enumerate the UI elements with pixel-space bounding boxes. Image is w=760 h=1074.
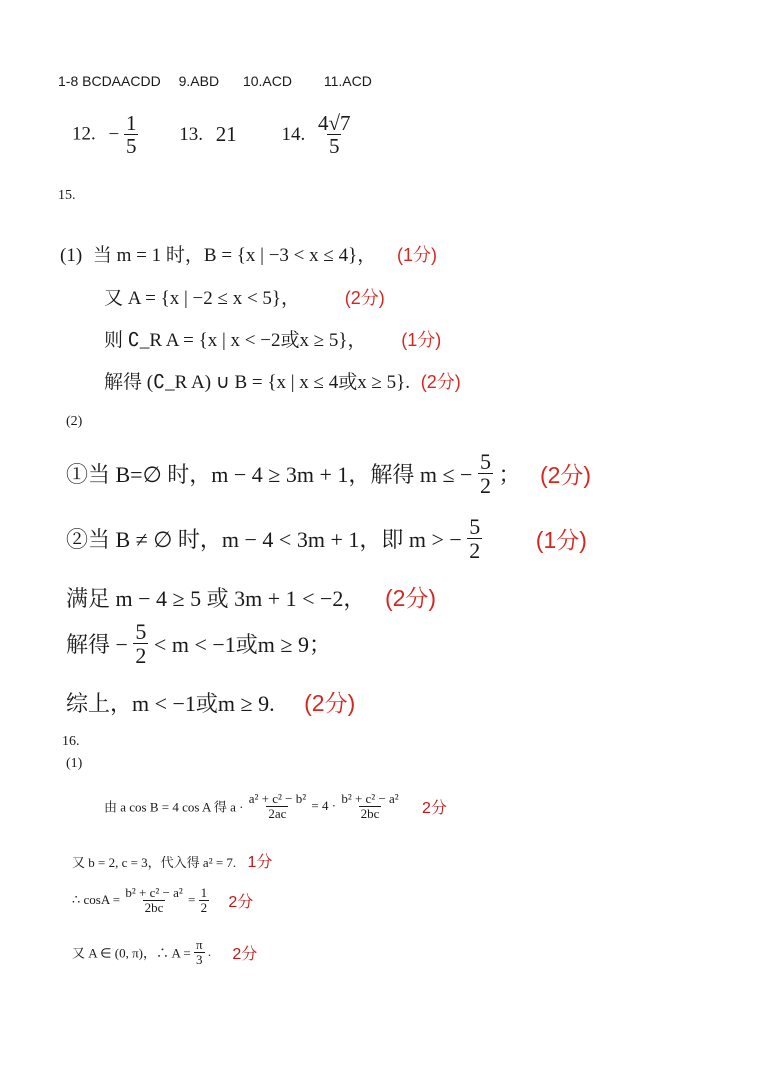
q15-part2-case2 bbox=[66, 515, 587, 562]
score-badge: (2分) bbox=[384, 585, 437, 611]
q15-part2-case1 bbox=[66, 450, 591, 497]
answer-14-numerator: 4√7 bbox=[317, 111, 351, 135]
q15-solve-denominator: 2 bbox=[135, 643, 147, 669]
q16-line3-frac1-denominator: 2bc bbox=[144, 899, 164, 915]
q15-case1-text: ①当 B=∅ 时，m − 4 ≥ 3m + 1，解得 m ≤ − bbox=[66, 462, 473, 488]
q16-line3-frac2-numerator: 1 bbox=[200, 885, 208, 900]
q15-summary-text: 综上，m < −1或m ≥ 9. bbox=[66, 691, 275, 716]
answer-12-fraction bbox=[124, 112, 139, 157]
score-badge: (2分) bbox=[304, 690, 356, 716]
q16-part1-line4 bbox=[72, 938, 257, 966]
q15-part1-line1 bbox=[60, 240, 437, 267]
score-badge: 2分 bbox=[228, 893, 254, 911]
q15-condition-text: 满足 m − 4 ≥ 5 或 3m + 1 < −2， bbox=[66, 586, 366, 611]
q16-line4-tail: . bbox=[207, 944, 212, 960]
score-badge: (2分) bbox=[344, 288, 385, 308]
answer-12-numerator: 1 bbox=[125, 111, 137, 135]
q15-case1-denominator: 2 bbox=[479, 473, 491, 499]
q15-heading: 15. bbox=[58, 188, 76, 203]
q15-solve-head: 解得 − bbox=[66, 632, 128, 658]
q15-solve-fraction bbox=[133, 620, 148, 667]
q16-line1-frac1-denominator: 2ac bbox=[268, 805, 287, 821]
q16-line4-head: 又 A ∈ (0, π)，∴ A = bbox=[72, 945, 191, 961]
score-badge: (1分) bbox=[396, 245, 437, 265]
answer-13-value: 21 bbox=[215, 122, 237, 147]
q16-line3-head: ∴ cosA = bbox=[72, 892, 121, 908]
score-badge: 1分 bbox=[247, 854, 273, 871]
answer-12-denominator: 5 bbox=[125, 134, 137, 159]
q15-part1-line4-text: 解得 (∁_R A) ∪ B = {x | x ≤ 4或x ≥ 5}. bbox=[104, 372, 411, 393]
score-badge: 2分 bbox=[232, 945, 258, 963]
q16-line4-fraction bbox=[194, 938, 205, 966]
q16-part1-label: (1) bbox=[66, 756, 83, 771]
score-badge: (2分) bbox=[539, 462, 592, 489]
q15-part1-line2-text: 又 A = {x | −2 ≤ x < 5}， bbox=[104, 288, 301, 309]
q16-line3-fraction1 bbox=[123, 886, 184, 914]
q16-line1-frac2-numerator: b² + c² − a² bbox=[341, 791, 399, 806]
q16-line1-frac1-numerator: a² + c² − b² bbox=[248, 791, 307, 806]
q15-part1-line4 bbox=[104, 367, 461, 394]
q16-line1-frac2-denominator: 2bc bbox=[360, 805, 380, 821]
q16-line3-frac1-numerator: b² + c² − a² bbox=[125, 885, 183, 900]
score-badge: (1分) bbox=[401, 330, 442, 350]
answer-12-label: 12. bbox=[72, 123, 96, 145]
answer-10: 10.ACD bbox=[242, 73, 292, 89]
q15-solve-numerator: 5 bbox=[135, 619, 147, 644]
q15-case2-numerator: 5 bbox=[469, 514, 481, 539]
answer-14-denominator: 5 bbox=[328, 134, 340, 159]
q16-part1-line1 bbox=[104, 792, 447, 820]
q16-line1-fraction1 bbox=[247, 792, 308, 820]
q16-line4-denominator: 3 bbox=[196, 951, 203, 967]
answer-14-label: 14. bbox=[281, 123, 306, 145]
q15-case1-numerator: 5 bbox=[479, 449, 491, 474]
fill-answers-line bbox=[72, 112, 353, 157]
q16-line4-numerator: π bbox=[196, 937, 203, 952]
q15-part1-line3-text: 则 ∁_R A = {x | x < −2或x ≥ 5}， bbox=[104, 330, 367, 351]
q16-line1-head: 由 a cos B = 4 cos A 得 a · bbox=[104, 799, 244, 815]
score-badge: 2分 bbox=[421, 799, 447, 817]
answer-1-8: 1-8 BCDAACDD bbox=[58, 73, 161, 89]
q16-line3-frac2-denominator: 2 bbox=[200, 899, 208, 915]
q15-case2-fraction bbox=[467, 515, 482, 562]
q15-case2-text: ②当 B ≠ ∅ 时，m − 4 < 3m + 1，即 m > − bbox=[66, 527, 462, 553]
q16-line3-eq: = bbox=[188, 892, 196, 908]
answer-12-sign: − bbox=[108, 123, 120, 145]
q16-part1-line2 bbox=[72, 849, 272, 872]
q15-part1-label: (1) bbox=[60, 245, 83, 266]
q15-part2-label: (2) bbox=[66, 414, 83, 429]
answer-11: 11.ACD bbox=[323, 73, 372, 89]
answer-14-fraction bbox=[316, 112, 353, 157]
q15-part1-line2 bbox=[104, 283, 385, 310]
choice-answers-line bbox=[58, 73, 372, 89]
q16-line1-fraction2 bbox=[339, 792, 400, 820]
q15-solve-tail: < m < −1或m ≥ 9； bbox=[153, 632, 331, 658]
q16-part1-line3 bbox=[72, 886, 253, 914]
q16-line1-mid: = 4 · bbox=[311, 798, 337, 814]
q15-part1-line1-text: 当 m = 1 时，B = {x | −3 < x ≤ 4}， bbox=[92, 245, 377, 266]
q16-heading: 16. bbox=[62, 734, 80, 749]
q15-case1-fraction bbox=[478, 450, 493, 497]
q16-line2-text: 又 b = 2, c = 3，代入得 a² = 7. bbox=[72, 855, 237, 870]
q15-part2-condition bbox=[66, 580, 436, 613]
answer-13-label: 13. bbox=[179, 123, 203, 145]
q15-part2-solve bbox=[66, 620, 331, 667]
q15-part2-summary bbox=[66, 685, 355, 718]
answer-9: 9.ABD bbox=[178, 73, 220, 89]
q16-line3-fraction2 bbox=[199, 886, 210, 914]
q15-case2-denominator: 2 bbox=[469, 538, 481, 564]
score-badge: (2分) bbox=[420, 372, 461, 392]
q15-part1-line3 bbox=[104, 325, 441, 352]
q15-case1-tail: ； bbox=[498, 462, 521, 488]
score-badge: (1分) bbox=[535, 527, 587, 554]
